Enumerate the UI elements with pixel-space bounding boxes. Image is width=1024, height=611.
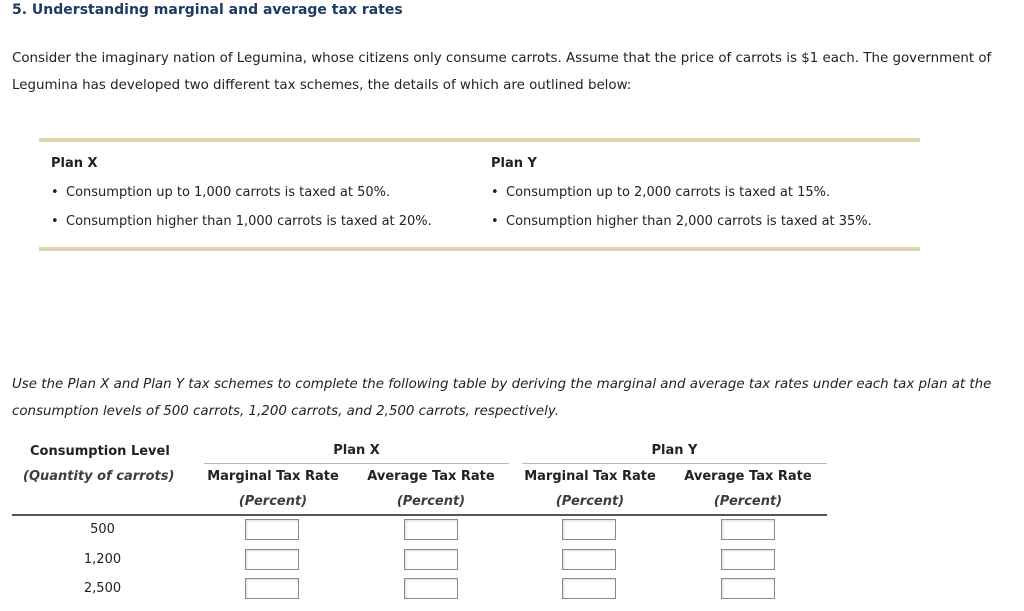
plans-box: [39, 138, 920, 251]
plan-y-item-1: Consumption up to 2,000 carrots is taxed at 15%.: [506, 185, 831, 200]
bullet-icon: •: [51, 185, 59, 200]
y-marginal-header: Marginal Tax Rate: [524, 469, 656, 484]
plan-x-list: [51, 178, 432, 236]
plan-x-item-1: Consumption up to 1,000 carrots is taxed at 50%.: [66, 185, 391, 200]
level-subheader: (Quantity of carrots): [23, 469, 175, 484]
x-marginal-header: Marginal Tax Rate: [207, 469, 339, 484]
question-title: 5. Understanding marginal and average tax rates: [12, 2, 403, 18]
plan-y-item-2: Consumption higher than 2,000 carrots is taxed at 35%.: [506, 214, 872, 229]
plan-y-list: [491, 178, 872, 236]
x-marginal-unit: (Percent): [238, 494, 308, 509]
plan-y-header-rule: [522, 463, 827, 464]
plan-x-header: Plan X: [333, 443, 380, 458]
bullet-icon: •: [491, 214, 499, 229]
plan-y-marginal-2500-input[interactable]: [562, 578, 616, 599]
plan-x-average-1200-input[interactable]: [404, 549, 458, 570]
plan-y-marginal-500-input[interactable]: [562, 519, 616, 540]
row-level-label: 500: [90, 522, 115, 537]
plan-y-marginal-1200-input[interactable]: [562, 549, 616, 570]
plan-y-header: Plan Y: [651, 443, 698, 458]
y-marginal-unit: (Percent): [555, 494, 625, 509]
bullet-icon: •: [51, 214, 59, 229]
y-average-unit: (Percent): [713, 494, 783, 509]
level-header: Consumption Level: [30, 444, 170, 459]
plan-x-section: [51, 154, 432, 236]
plan-x-marginal-500-input[interactable]: [245, 519, 299, 540]
plan-y-average-2500-input[interactable]: [721, 578, 775, 599]
plan-x-average-500-input[interactable]: [404, 519, 458, 540]
tax-rate-table: [12, 440, 827, 611]
plan-y-section: [491, 154, 872, 236]
row-level-label: 1,200: [83, 552, 122, 567]
plan-y-title: Plan Y: [491, 156, 537, 171]
bullet-icon: •: [491, 185, 499, 200]
x-average-header: Average Tax Rate: [367, 469, 495, 484]
y-average-header: Average Tax Rate: [684, 469, 812, 484]
plan-y-average-500-input[interactable]: [721, 519, 775, 540]
plan-x-title: Plan X: [51, 156, 98, 171]
plan-x-item-2: Consumption higher than 1,000 carrots is taxed at 20%.: [66, 214, 432, 229]
plan-y-average-1200-input[interactable]: [721, 549, 775, 570]
list-item: [491, 207, 872, 236]
plan-x-marginal-2500-input[interactable]: [245, 578, 299, 599]
intro-text: Consider the imaginary nation of Legumina, whose citizens only consume carrots. Assume that the price of carrots is $1 each. The government of Legumina has developed two different tax schemes, the details of which are outlined below:: [12, 51, 992, 93]
plan-x-average-2500-input[interactable]: [404, 578, 458, 599]
list-item: [51, 207, 432, 236]
list-item: [51, 178, 432, 207]
header-divider: [12, 514, 827, 516]
plan-x-header-rule: [204, 463, 509, 464]
plan-x-marginal-1200-input[interactable]: [245, 549, 299, 570]
list-item: [491, 178, 872, 207]
row-level-label: 2,500: [83, 581, 122, 596]
x-average-unit: (Percent): [396, 494, 466, 509]
instructions-text: Use the Plan X and Plan Y tax schemes to complete the following table by deriving the marginal and average tax rates under each tax plan at the consumption levels of 500 carrots, 1,200 carrots, and 2,500 carrots, respectively.: [12, 377, 992, 419]
